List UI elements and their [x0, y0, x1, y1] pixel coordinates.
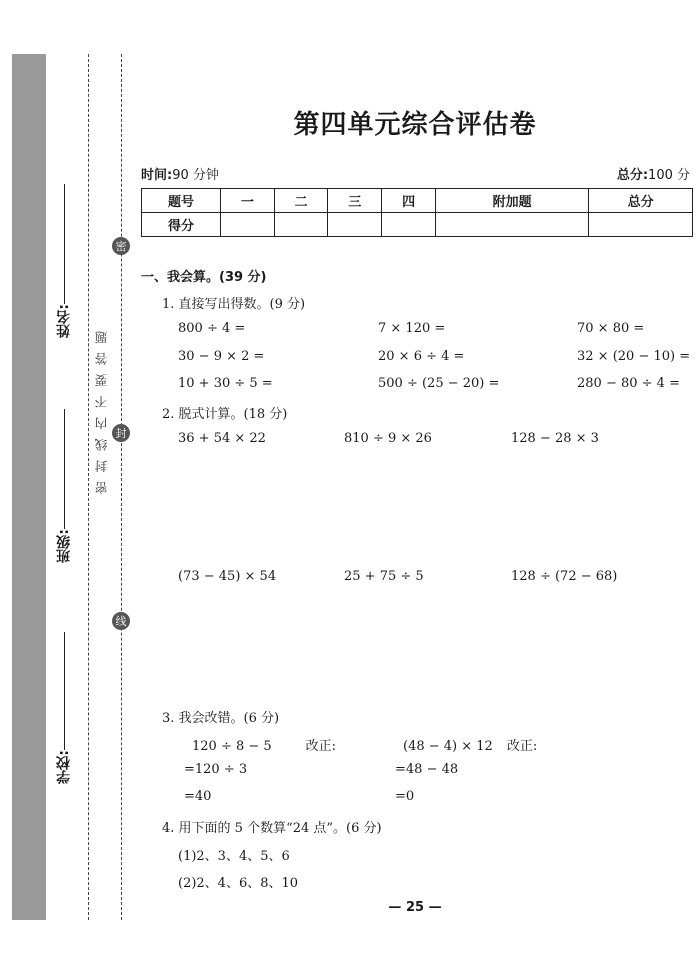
q3-right-step: =48 − 48 [395, 762, 459, 777]
page-number: — 25 — [388, 900, 442, 915]
seal-circle-mi: 密 [112, 237, 130, 255]
seal-line-notice: 密封线内不要答题 [94, 322, 109, 494]
seal-circle-feng: 封 [112, 424, 130, 442]
q2-item: 810 ÷ 9 × 26 [344, 431, 432, 446]
q2-item: 25 + 75 ÷ 5 [344, 569, 424, 584]
name-label: 姓名: [56, 304, 72, 338]
q2-item: 128 − 28 × 3 [511, 431, 599, 446]
q3-right-expression: (48 − 4) × 12 [403, 739, 493, 754]
q3-right-correct-label: 改正: [506, 739, 538, 754]
score-cell[interactable] [274, 213, 328, 237]
score-table-header-row [142, 189, 693, 213]
q2-item: 36 + 54 × 22 [178, 431, 266, 446]
q4-item: (2)2、4、6、8、10 [178, 876, 299, 891]
q1-item: 500 ÷ (25 − 20) = [378, 376, 500, 391]
total-label: 总分: [616, 168, 649, 183]
q1-item: 70 × 80 = [577, 321, 645, 336]
q2-item: (73 − 45) × 54 [178, 569, 277, 584]
binding-margin [12, 54, 46, 920]
school-label: 学校: [56, 750, 72, 784]
class-label: 班级: [56, 529, 72, 563]
school-field [57, 628, 71, 784]
score-cell[interactable] [328, 213, 382, 237]
class-field [57, 405, 71, 563]
time-info [141, 164, 219, 183]
score-cell[interactable] [435, 213, 588, 237]
school-underline [64, 632, 65, 750]
header-cell: 附加题 [435, 189, 588, 213]
header-cell: 一 [221, 189, 275, 213]
dashed-cut-line-left [88, 54, 89, 920]
score-table-score-row [142, 213, 693, 237]
section-1-heading: 一、我会算。(39 分) [141, 270, 267, 285]
seal-circle-xian: 线 [112, 612, 130, 630]
q1-item: 32 × (20 − 10) = [577, 349, 691, 364]
q1-item: 20 × 6 ÷ 4 = [378, 349, 465, 364]
header-cell: 二 [274, 189, 328, 213]
q3-left-expression: 120 ÷ 8 − 5 [192, 739, 272, 754]
score-row-label: 得分 [142, 213, 221, 237]
q1-item: 10 + 30 ÷ 5 = [178, 376, 273, 391]
q2-item: 128 ÷ (72 − 68) [511, 569, 618, 584]
q3-left-correct-label: 改正: [305, 739, 337, 754]
q2-title: 2. 脱式计算。(18 分) [162, 407, 288, 422]
dashed-cut-line-right [121, 54, 122, 920]
q3-title: 3. 我会改错。(6 分) [162, 711, 280, 726]
name-underline [64, 184, 65, 304]
q3-right-step [403, 735, 537, 754]
page-title: 第四单元综合评估卷 [293, 110, 537, 140]
time-value: 90 分钟 [172, 168, 219, 183]
score-cell[interactable] [221, 213, 275, 237]
header-cell: 三 [328, 189, 382, 213]
q4-item: (1)2、3、4、5、6 [178, 849, 290, 864]
total-info [617, 164, 690, 183]
score-table [141, 188, 693, 237]
header-cell: 题号 [142, 189, 221, 213]
name-field [57, 180, 71, 338]
q1-item: 30 − 9 × 2 = [178, 349, 265, 364]
class-underline [64, 409, 65, 529]
total-value: 100 分 [648, 168, 690, 183]
q1-item: 280 − 80 ÷ 4 = [577, 376, 680, 391]
q4-title: 4. 用下面的 5 个数算“24 点”。(6 分) [162, 821, 382, 836]
header-cell: 四 [382, 189, 436, 213]
q3-left-step: =40 [184, 789, 212, 804]
q1-item: 800 ÷ 4 = [178, 321, 246, 336]
q1-title: 1. 直接写出得数。(9 分) [162, 297, 306, 312]
q1-item: 7 × 120 = [378, 321, 446, 336]
q3-right-step: =0 [395, 789, 415, 804]
score-cell[interactable] [382, 213, 436, 237]
q3-left-step [192, 735, 336, 754]
header-cell: 总分 [589, 189, 693, 213]
q3-left-step: =120 ÷ 3 [184, 762, 248, 777]
score-cell[interactable] [589, 213, 693, 237]
time-label: 时间: [141, 168, 173, 183]
